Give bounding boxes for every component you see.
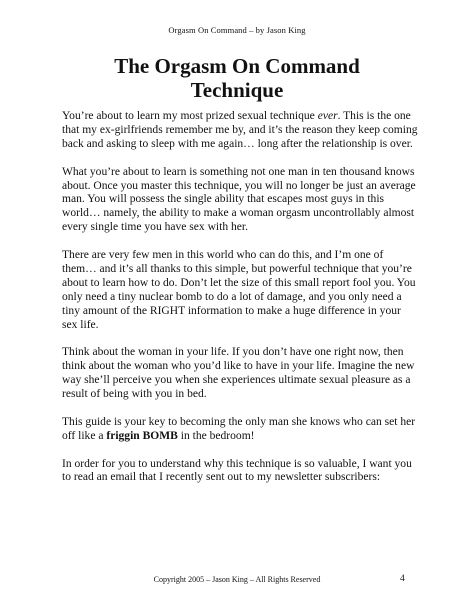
body-text bbox=[62, 110, 418, 485]
paragraph-guide-key-text-a: This guide is your key to becoming the only man she knows who can set her off like a bbox=[62, 415, 416, 442]
page-title-line-2: Technique bbox=[190, 78, 284, 102]
paragraph-guide-key-text-b: in the bedroom! bbox=[177, 429, 255, 442]
paragraph-intro-text-a: You’re about to learn my most prized sexual technique bbox=[62, 110, 318, 122]
paragraph-intro bbox=[62, 110, 418, 152]
running-header: Orgasm On Command – by Jason King bbox=[168, 25, 306, 35]
page-number: 4 bbox=[400, 574, 405, 584]
paragraph-intro-text-b: . This is the one that my ex-girlfriends remember me by, and it’s the reason they keep coming back and asking to sleep with me again… long after the relationship is over. bbox=[62, 110, 418, 150]
paragraph-guide-key bbox=[62, 416, 418, 444]
paragraph-few-men: There are very few men in this world who can do this, and I’m one of them… and it’s all thanks to this simple, but powerful technique that you’re about to learn how to do. Don’t let the size of this small report fool you. You only need a tiny nuclear bomb to do a lot of damage, and you only need a tiny amount of the RIGHT information to make a huge difference in your sex life. bbox=[62, 249, 416, 331]
paragraph-secret: What you’re about to learn is something not one man in ten thousand knows about. Once you master this technique, you will no longer be just an average man. You will possess the single ability that escapes most guys in this world… namely, the ability to make a woman orgasm uncontrollably almost every single time you have sex with her. bbox=[62, 165, 416, 234]
paragraph-intro-emphasis: ever bbox=[317, 110, 338, 122]
page-title-line-1: The Orgasm On Command bbox=[114, 54, 360, 78]
page-title bbox=[60, 54, 414, 102]
paragraph-woman-in-life: Think about the woman in your life. If you don’t have one right now, then think about the woman who you’d like to have in your life. Imagine the new way she’ll perceive you when she experiences ultimate sexual pleasure as a result of being with you in bed. bbox=[62, 346, 415, 401]
paragraph-email-intro: In order for you to understand why this technique is so valuable, I want you to read an email that I recently sent out to my newsletter subscribers: bbox=[62, 457, 412, 484]
paragraph-guide-key-bold: friggin BOMB bbox=[106, 429, 178, 442]
footer-copyright: Copyright 2005 – Jason King – All Rights Reserved bbox=[153, 575, 321, 584]
